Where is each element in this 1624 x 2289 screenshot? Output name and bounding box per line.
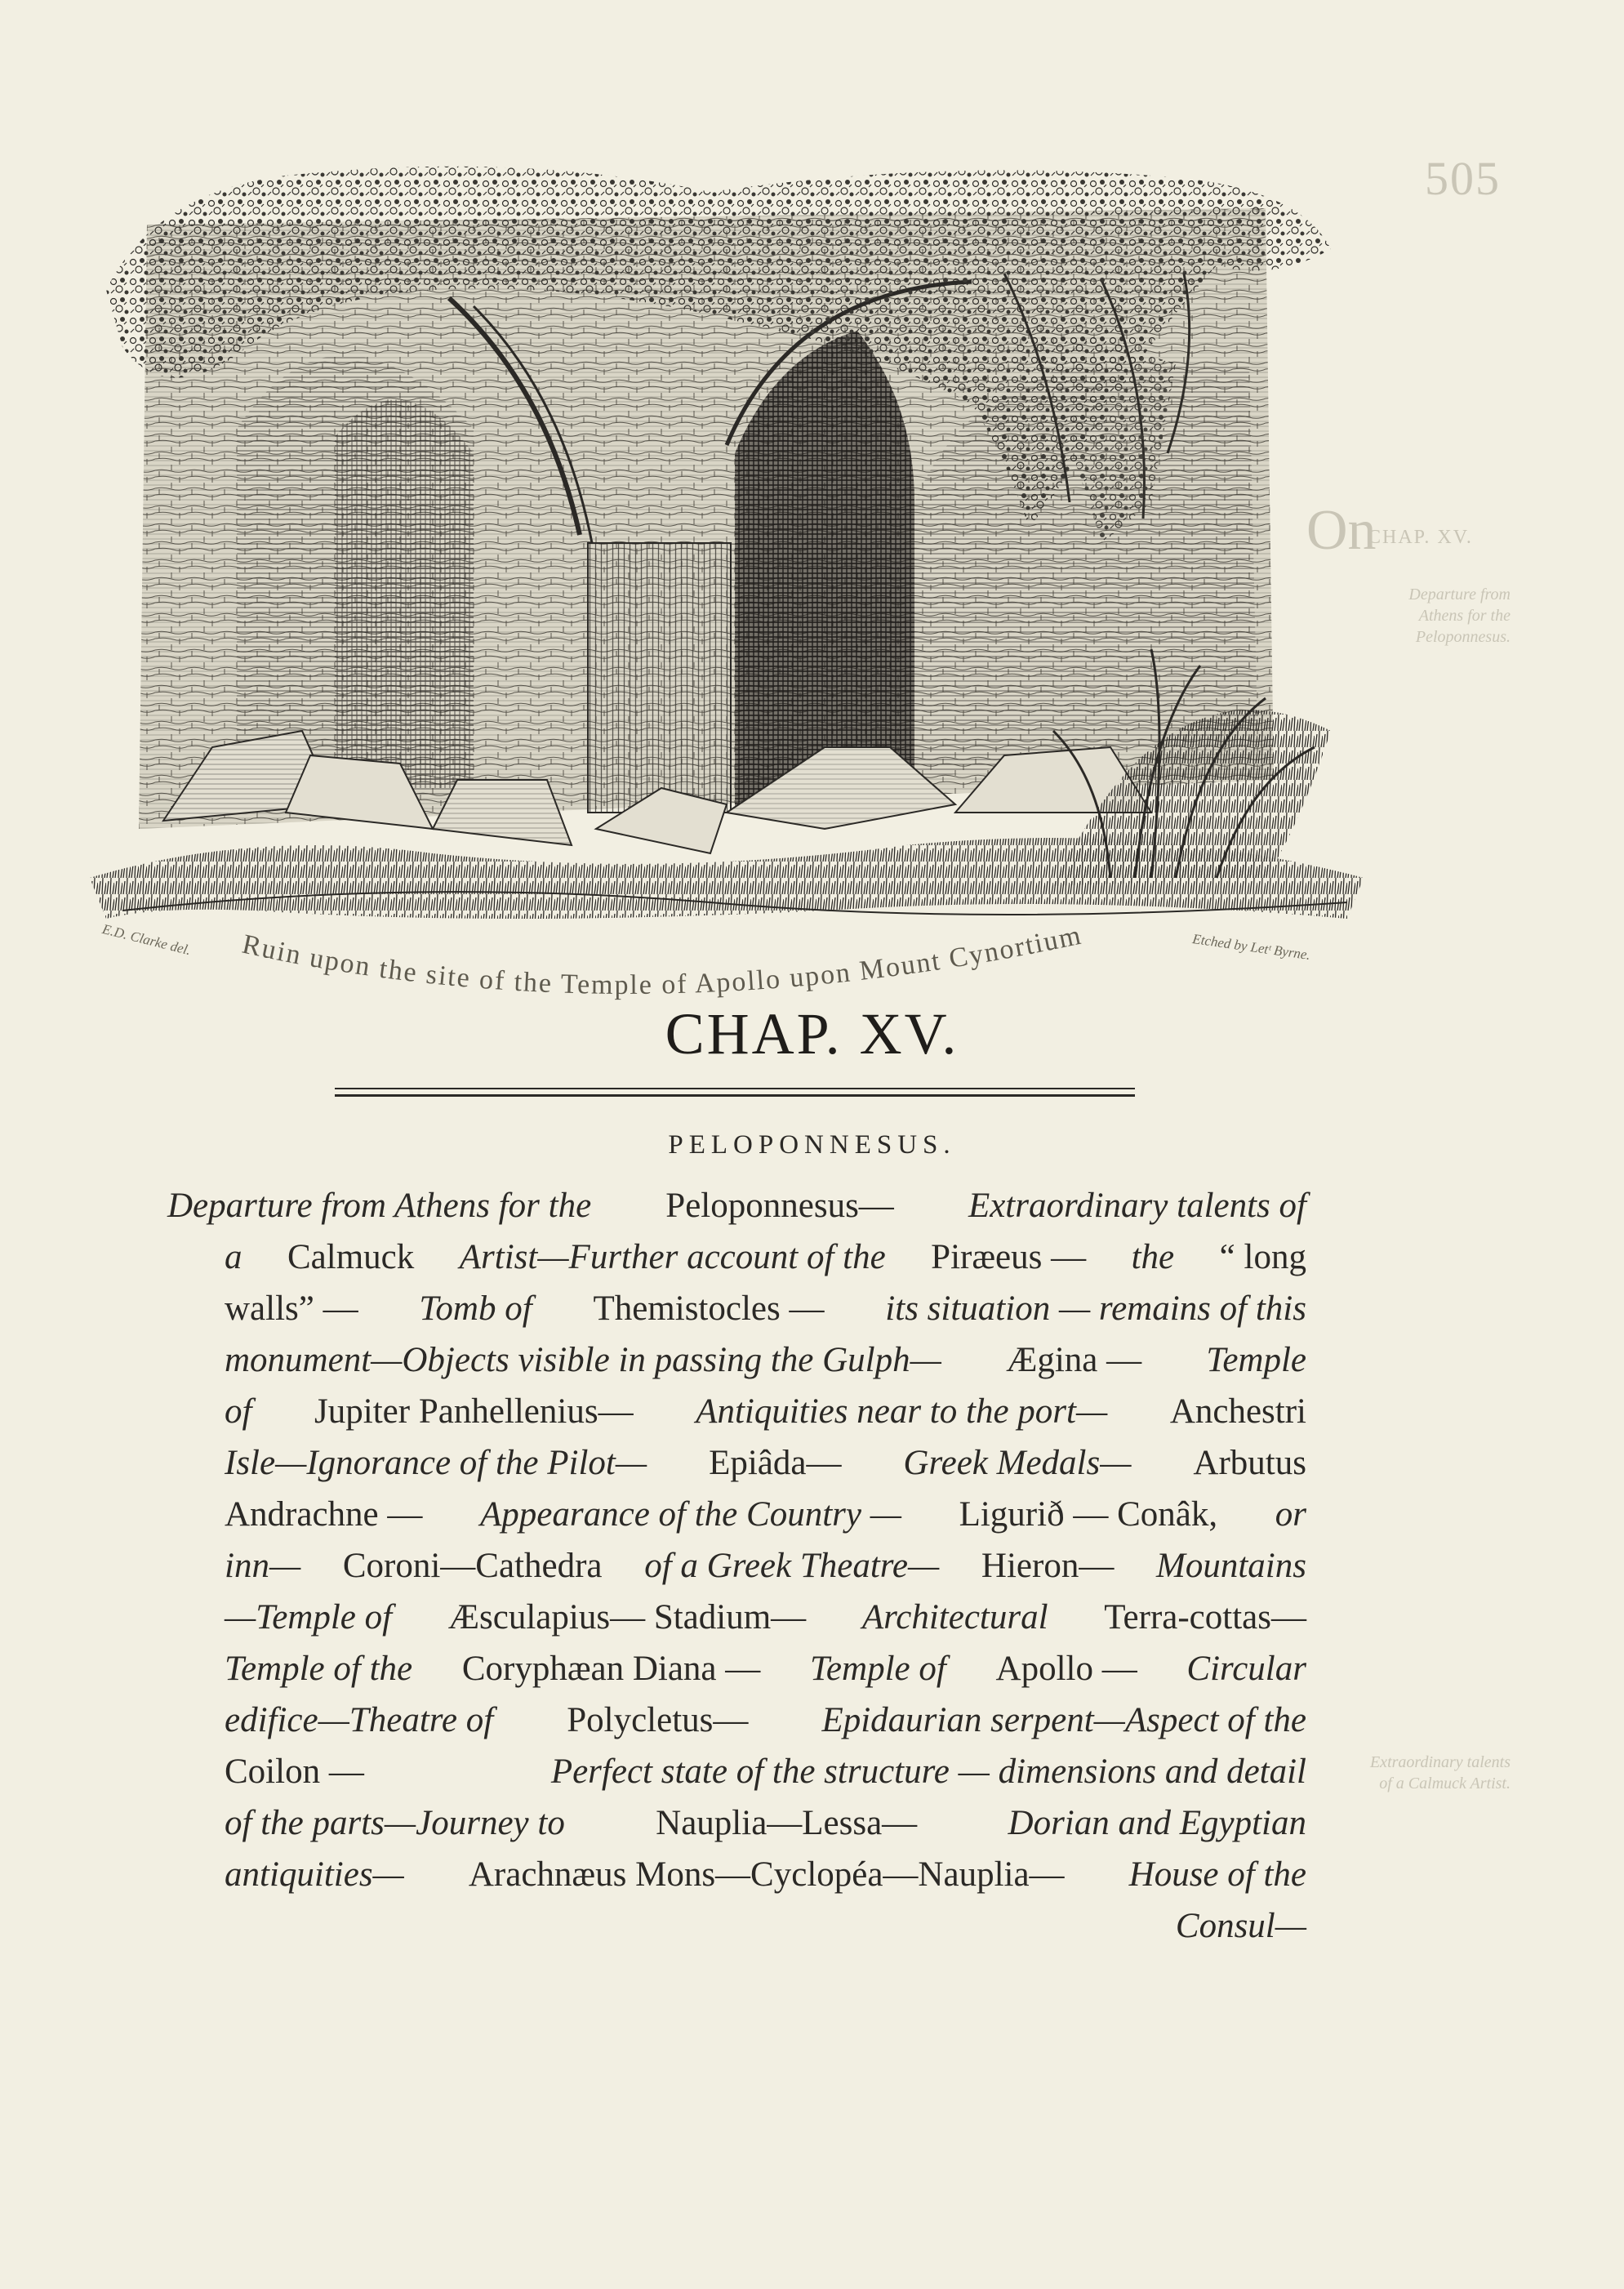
synopsis-roman-segment: Coryphæan Diana —: [461, 1650, 761, 1688]
synopsis-roman-segment: Andrachne —: [225, 1495, 423, 1534]
synopsis-line: [225, 1746, 1306, 1797]
synopsis-italic-segment: of: [225, 1392, 252, 1431]
synopsis-line: [225, 1283, 1306, 1334]
synopsis-roman-segment: Coroni—Cathedra: [342, 1547, 603, 1585]
synopsis-italic-segment: Perfect state of the structure — dimensions and detail: [550, 1752, 1306, 1791]
synopsis-italic-segment: Appearance of the Country —: [480, 1495, 901, 1534]
synopsis-roman-segment: Epiâda—: [709, 1444, 842, 1482]
synopsis-roman-segment: Arachnæus Mons—Cyclopéa—Nauplia—: [468, 1855, 1065, 1894]
synopsis-line: [225, 1334, 1306, 1386]
synopsis-italic-segment: Tomb of: [419, 1289, 532, 1328]
title-rule-thin: [335, 1088, 1135, 1089]
synopsis-line: [225, 1592, 1306, 1643]
synopsis-roman-segment: Themistocles —: [593, 1289, 825, 1328]
synopsis-italic-segment: a: [225, 1238, 242, 1276]
synopsis-roman-segment: “ long: [1219, 1238, 1306, 1276]
synopsis-roman-segment: Piræeus —: [931, 1238, 1087, 1276]
synopsis-roman-segment: Nauplia—Lessa—: [656, 1804, 918, 1842]
synopsis-line: [225, 1489, 1306, 1540]
show-through-margin-note: Departure from Athens for the Peloponnesus.: [1408, 586, 1511, 646]
synopsis-line: [225, 1694, 1306, 1746]
synopsis-italic-segment: antiquities—: [225, 1855, 404, 1894]
synopsis-roman-segment: Hieron—: [981, 1547, 1115, 1585]
synopsis-italic-segment: Architectural: [861, 1598, 1048, 1637]
chapter-synopsis: [167, 1180, 1306, 1952]
title-rule-thick: [335, 1094, 1135, 1097]
synopsis-italic-segment: or: [1275, 1495, 1306, 1534]
synopsis-italic-segment: Circular: [1186, 1650, 1306, 1688]
synopsis-line: [225, 1643, 1306, 1694]
synopsis-line: [167, 1180, 1306, 1231]
synopsis-italic-segment: Antiquities near to the port—: [696, 1392, 1108, 1431]
synopsis-roman-segment: Polycletus—: [567, 1701, 749, 1739]
show-through-margin-note-lower: Extraordinary talents of a Calmuck Artist.: [1369, 1753, 1511, 1792]
show-through-page-number: 505: [1425, 152, 1501, 205]
synopsis-italic-segment: of the parts—Journey to: [225, 1804, 565, 1842]
chapter-subtitle: PELOPONNESUS.: [668, 1130, 956, 1160]
synopsis-roman-segment: Terra-cottas—: [1104, 1598, 1306, 1637]
synopsis-italic-segment: the: [1131, 1238, 1175, 1276]
etcher-credit: Etched by Letᵗ Byrne.: [1191, 931, 1312, 964]
ruin-engraving: [90, 159, 1364, 960]
synopsis-roman-segment: Arbutus: [1193, 1444, 1306, 1482]
synopsis-italic-segment: Extraordinary talents of: [968, 1187, 1306, 1225]
chapter-title: CHAP. XV.: [665, 1001, 959, 1067]
synopsis-roman-segment: Coilon —: [225, 1752, 364, 1791]
synopsis-italic-segment: —Temple of: [225, 1598, 393, 1637]
synopsis-line: [225, 1900, 1306, 1952]
plate-caption-text: Ruin upon the site of the Temple of Apollo upon Mount Cynortium: [239, 920, 1085, 1000]
synopsis-italic-segment: inn—: [225, 1547, 301, 1585]
synopsis-line: [225, 1231, 1306, 1283]
synopsis-roman-segment: Calmuck: [287, 1238, 415, 1276]
synopsis-roman-segment: Anchestri: [1169, 1392, 1306, 1431]
synopsis-italic-segment: its situation — remains of this: [885, 1289, 1306, 1328]
draughtsman-credit: E.D. Clarke del.: [100, 921, 193, 959]
synopsis-line: [225, 1797, 1306, 1849]
synopsis-roman-segment: Apollo —: [995, 1650, 1137, 1688]
synopsis-italic-segment: Temple of: [809, 1650, 946, 1688]
synopsis-italic-segment: Consul—: [1175, 1907, 1306, 1945]
synopsis-roman-segment: Æsculapius— Stadium—: [447, 1598, 807, 1637]
synopsis-line: [225, 1849, 1306, 1900]
synopsis-line: [225, 1386, 1306, 1437]
synopsis-roman-segment: Jupiter Panhellenius—: [314, 1392, 634, 1431]
synopsis-italic-segment: Departure from Athens for the: [167, 1187, 592, 1225]
synopsis-italic-segment: of a Greek Theatre—: [644, 1547, 940, 1585]
synopsis-italic-segment: Epidaurian serpent—Aspect of the: [821, 1701, 1306, 1739]
synopsis-roman-segment: Ligurið — Conâk,: [959, 1495, 1218, 1534]
synopsis-italic-segment: Temple of the: [225, 1650, 413, 1688]
synopsis-italic-segment: House of the: [1128, 1855, 1306, 1894]
show-through-chapter-heading: CHAP. XV.: [1368, 527, 1473, 548]
synopsis-italic-segment: Artist—Further account of the: [459, 1238, 886, 1276]
synopsis-line: [225, 1540, 1306, 1592]
synopsis-line: [225, 1437, 1306, 1489]
synopsis-italic-segment: Dorian and Egyptian: [1008, 1804, 1306, 1842]
synopsis-roman-segment: Peloponnesus—: [665, 1187, 894, 1225]
show-through-fragment: On: [1306, 499, 1377, 562]
synopsis-italic-segment: edifice—Theatre of: [225, 1701, 494, 1739]
synopsis-roman-segment: walls” —: [225, 1289, 358, 1328]
synopsis-italic-segment: Temple: [1206, 1341, 1306, 1379]
synopsis-italic-segment: Greek Medals—: [903, 1444, 1132, 1482]
synopsis-roman-segment: Ægina —: [1006, 1341, 1142, 1379]
synopsis-italic-segment: monument—Objects visible in passing the Gulph—: [225, 1341, 941, 1379]
synopsis-italic-segment: Mountains: [1156, 1547, 1306, 1585]
synopsis-italic-segment: Isle—Ignorance of the Pilot—: [225, 1444, 647, 1482]
